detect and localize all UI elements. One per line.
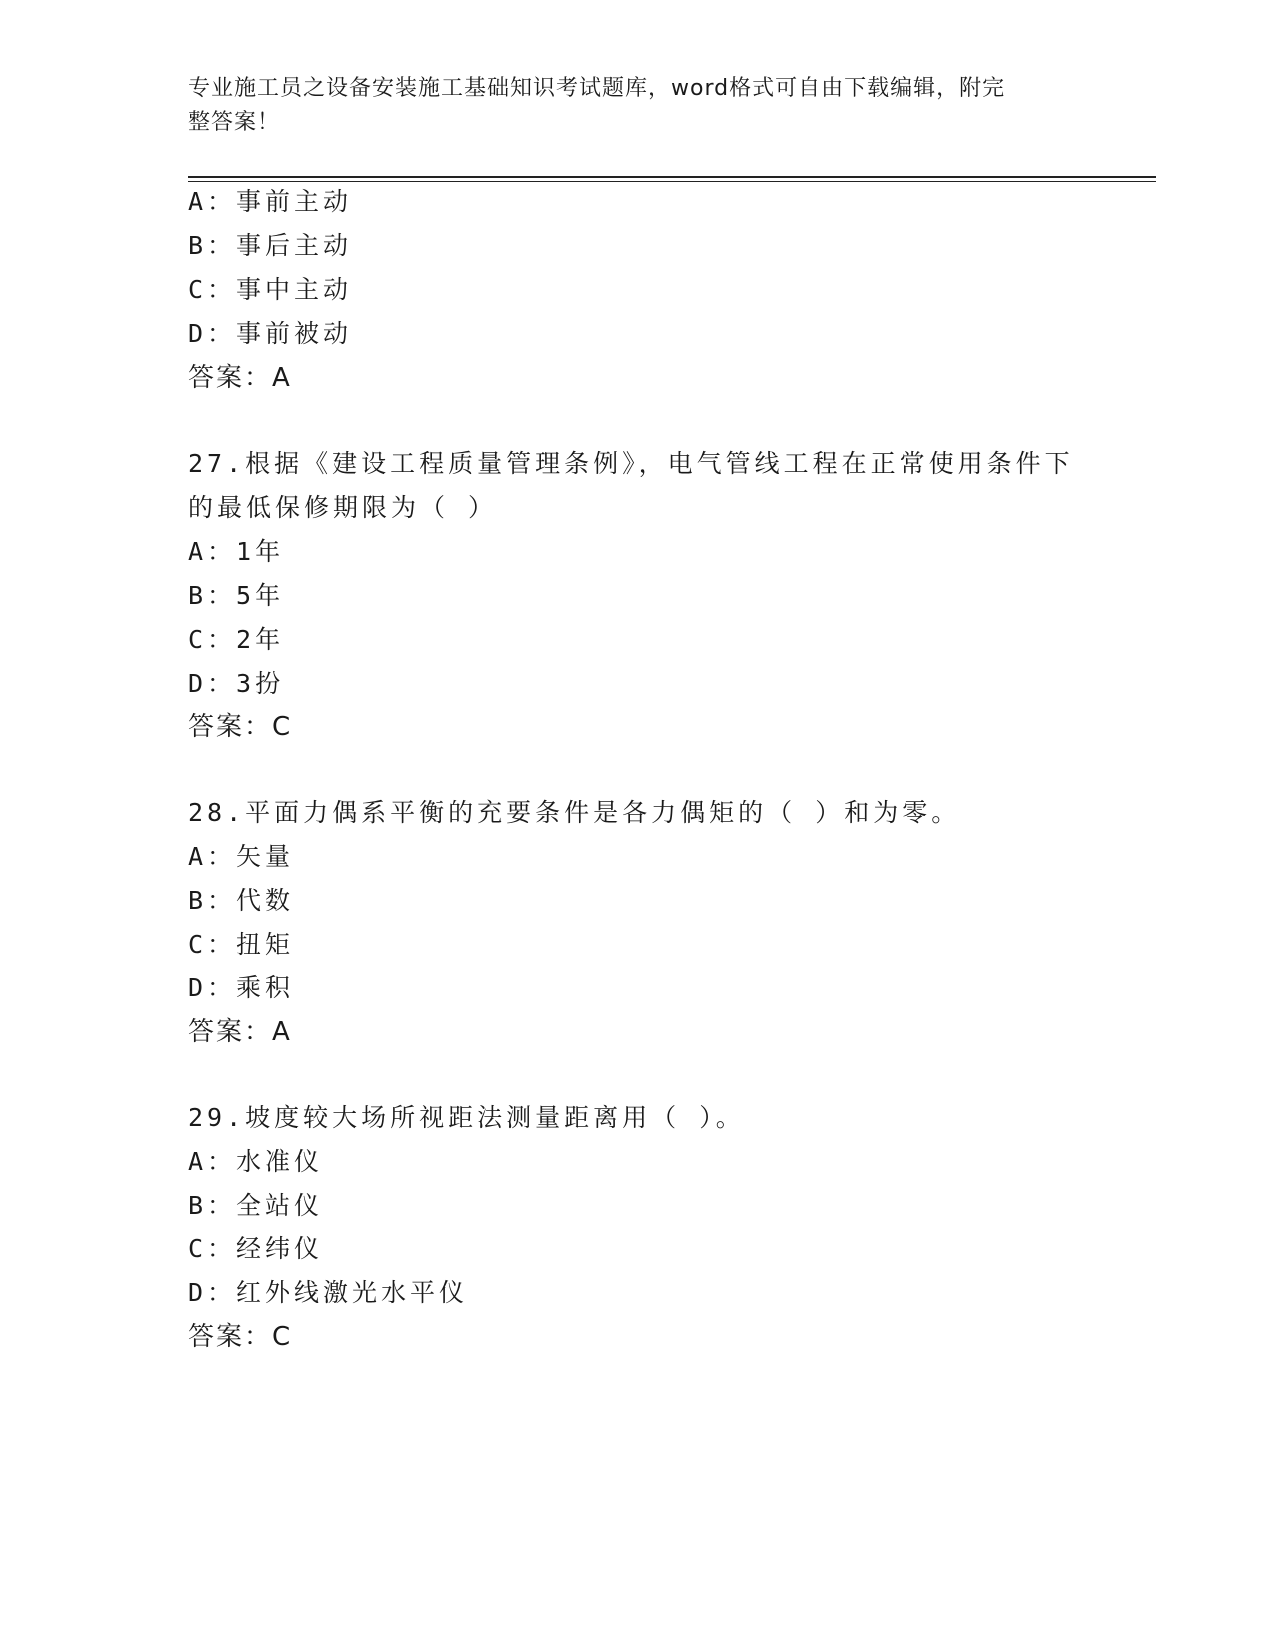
document-header bbox=[188, 72, 1068, 140]
q28-stem: 28.平面力偶系平衡的充要条件是各力偶矩的（ ）和为零。 bbox=[188, 798, 961, 827]
header-line-1: 专业施工员之设备安装施工基础知识考试题库，word格式可自由下载编辑，附完 bbox=[188, 76, 1006, 101]
q28-option-a: A：矢量 bbox=[188, 842, 295, 871]
header-divider-thin bbox=[188, 181, 1156, 182]
q28-option-b: B：代数 bbox=[188, 886, 295, 915]
q29-option-a: A：水准仪 bbox=[188, 1147, 324, 1176]
q27-answer: 答案：C bbox=[188, 712, 293, 742]
q29-option-b: B：全站仪 bbox=[188, 1191, 324, 1220]
q29-stem: 29.坡度较大场所视距法测量距离用（ ）。 bbox=[188, 1103, 745, 1132]
q26-option-c: C：事中主动 bbox=[188, 275, 353, 304]
q29-option-c: C：经纬仪 bbox=[188, 1234, 324, 1263]
q27-option-d: D：3扮 bbox=[188, 669, 285, 698]
q27-option-b: B：5年 bbox=[188, 581, 285, 610]
q27-stem-line-1: 27.根据《建设工程质量管理条例》，电气管线工程在正常使用条件下 bbox=[188, 449, 1074, 478]
q26-option-b: B：事后主动 bbox=[188, 231, 353, 260]
q26-option-a: A：事前主动 bbox=[188, 187, 353, 216]
q26-answer: 答案：A bbox=[188, 363, 292, 393]
q27-option-a: A：1年 bbox=[188, 537, 285, 566]
q28-option-d: D：乘积 bbox=[188, 973, 295, 1002]
q28-answer: 答案：A bbox=[188, 1017, 292, 1047]
header-line-2: 整答案！ bbox=[188, 110, 281, 135]
q27-stem-line-2: 的最低保修期限为（ ） bbox=[188, 493, 498, 522]
q26-option-d: D：事前被动 bbox=[188, 319, 353, 348]
q27-option-c: C：2年 bbox=[188, 625, 285, 654]
q29-option-d: D：红外线激光水平仪 bbox=[188, 1278, 469, 1307]
q29-answer: 答案：C bbox=[188, 1322, 293, 1352]
header-divider-thick bbox=[188, 176, 1156, 178]
q28-option-c: C：扭矩 bbox=[188, 930, 295, 959]
